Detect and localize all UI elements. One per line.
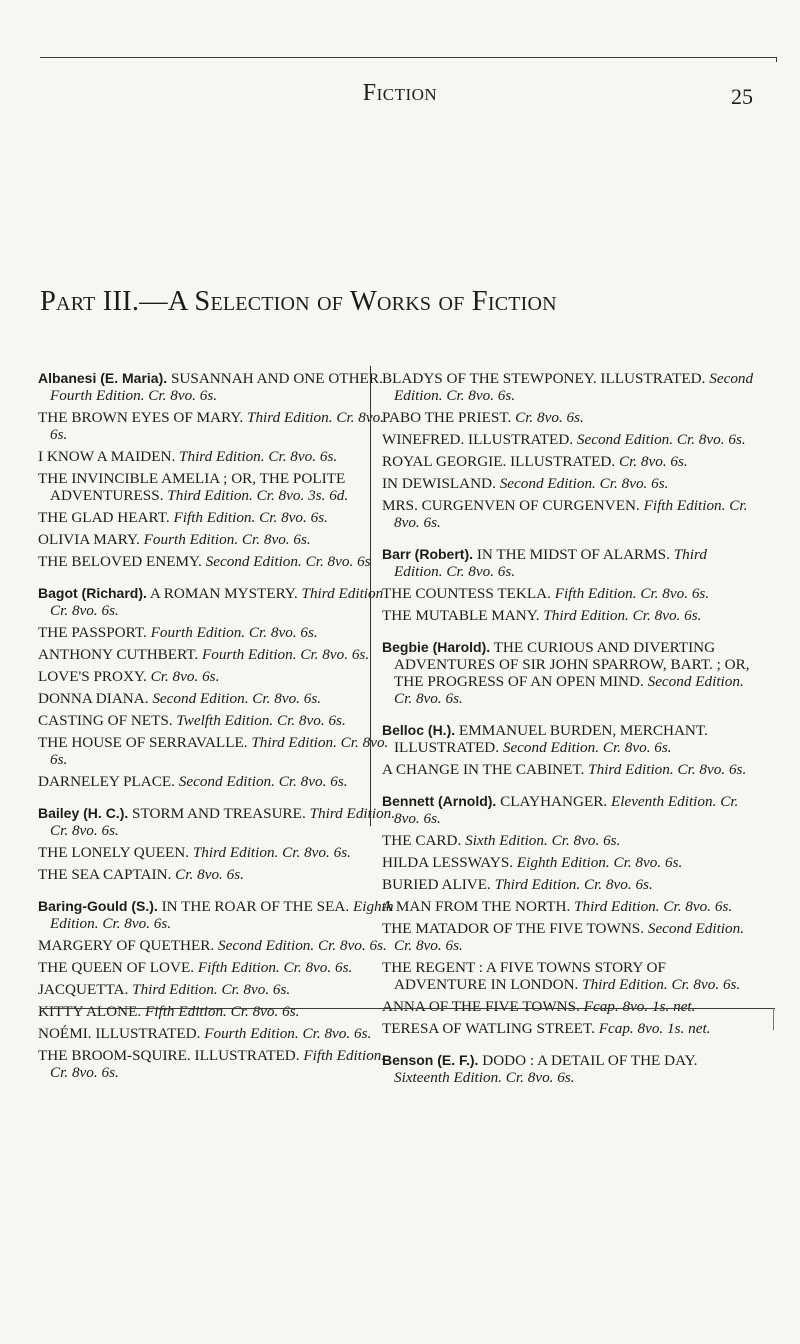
price: 6s. [728, 761, 747, 778]
right-column [382, 370, 754, 1101]
book-title: PABO THE PRIEST. [382, 409, 512, 426]
format: Cr. 8vo. [618, 453, 667, 470]
author-name: Albanesi (E. Maria). [38, 370, 168, 386]
price: 6s. [654, 739, 672, 756]
format: Cr. 8vo. [148, 387, 196, 404]
edition: Fourth Edition. [202, 646, 297, 663]
book-title: BLADYS OF THE STEWPONEY. ILLUSTRATED. [382, 370, 706, 387]
edition: Third Edition. [582, 976, 668, 993]
author-block [382, 1052, 754, 1086]
book-title: THE LONELY QUEEN. [38, 844, 190, 861]
book-title: ANTHONY CUTHBERT. [38, 646, 199, 663]
book-title: THE CARD. [382, 832, 462, 849]
edition: Third Edition. [588, 761, 674, 778]
book-entry [382, 793, 754, 827]
left-column [38, 370, 400, 1096]
edition: Sixth Edition. [465, 832, 548, 849]
format: Cr. 8vo. [276, 712, 325, 729]
edition: Second Edition. [152, 690, 249, 707]
edition: Third Edition. [394, 546, 707, 580]
author-block [382, 639, 754, 707]
edition: Second Edition. [499, 475, 596, 492]
book-entry [38, 981, 400, 998]
format: Cr. 8vo. [446, 563, 494, 580]
book-entry [382, 998, 754, 1015]
author-name: Baring-Gould (S.). [38, 898, 158, 914]
edition: Fifth Edition. [554, 585, 637, 602]
book-entry [382, 409, 754, 426]
edition: Sixteenth Edition. [394, 1069, 502, 1086]
price: 6s. [202, 668, 220, 685]
format: Cr. 8vo. [583, 876, 632, 893]
format: Cr. 8vo. [671, 976, 720, 993]
format: Cr. 8vo. [302, 1025, 351, 1042]
book-entry [38, 624, 400, 641]
book-entry [382, 1020, 754, 1037]
edition: Second Edition. [647, 673, 744, 690]
edition: Fifth Edition. [197, 959, 280, 976]
price: 6s. [300, 624, 318, 641]
price: 6s. [153, 915, 172, 932]
author-block [382, 370, 754, 531]
edition: Second Edition. [394, 370, 754, 404]
edition: Second Edition. [647, 920, 745, 937]
author-block [382, 722, 754, 778]
book-title: THE BELOVED ENEMY. [38, 553, 202, 570]
edition: Twelfth Edition. [176, 712, 274, 729]
price: 6s. [635, 876, 653, 893]
format: Cr. 8vo. [613, 854, 662, 871]
edition: Fourth Edition. [150, 624, 246, 641]
format: Cr. 8vo. [676, 431, 725, 448]
price: 6s. [369, 937, 387, 954]
book-entry [38, 937, 400, 954]
edition: Third Edition. [543, 607, 629, 624]
book-entry [38, 734, 400, 768]
book-entry [38, 409, 400, 443]
book-entry [38, 1047, 400, 1081]
price: 6s. [557, 1069, 575, 1086]
price: 6s. [353, 1025, 372, 1042]
book-entry [38, 585, 400, 619]
price: 6s. [714, 898, 733, 915]
book-entry [382, 959, 754, 993]
price: 1s. net. [652, 998, 696, 1015]
format: Cr. 8vo. [50, 822, 98, 839]
format: Cr. 8vo. [256, 487, 305, 504]
book-title: JACQUETTA. [38, 981, 129, 998]
format: Cr. 8vo. [632, 607, 681, 624]
book-title: CLAYHANGER. [500, 793, 608, 810]
author-name: Barr (Robert). [382, 546, 474, 562]
format: Cr. 8vo. [305, 553, 354, 570]
author-name: Benson (E. F.). [382, 1052, 479, 1068]
book-title: THE PASSPORT. [38, 624, 147, 641]
edition: Fifth Edition. [145, 1003, 227, 1020]
format: Cr. 8vo. [221, 981, 270, 998]
edition: Fifth Edition. [303, 1047, 386, 1064]
book-entry [382, 832, 754, 849]
column-divider [370, 366, 371, 826]
format: Cr. 8vo. [50, 1064, 98, 1081]
price: 6s. [566, 409, 584, 426]
book-title: ANNA OF THE FIVE TOWNS. [382, 998, 580, 1015]
edition: Second Edition. [178, 773, 275, 790]
book-title: THE GLAD HEART. [38, 509, 170, 526]
book-title: BURIED ALIVE. [382, 876, 491, 893]
author-block [382, 546, 754, 624]
edition: Third Edition. [167, 487, 253, 504]
edition: Fifth Edition. [173, 509, 256, 526]
format: Cr. 8vo. [259, 509, 307, 526]
edition: Third Edition. [192, 844, 279, 861]
price: 6s. [282, 1003, 300, 1020]
edition: Eighth Edition. [50, 898, 394, 932]
format: Cr. 8vo. [150, 668, 199, 685]
book-title: LOVE'S PROXY. [38, 668, 147, 685]
book-entry [38, 773, 400, 790]
format: Cr. 8vo. [394, 690, 442, 707]
book-title: THE SEA CAPTAIN. [38, 866, 172, 883]
edition: Third Edition. [574, 898, 660, 915]
price: 6s. [670, 453, 688, 470]
price: 6s. [423, 514, 441, 531]
author-name: Bailey (H. C.). [38, 805, 129, 821]
format: Cr. 8vo. [282, 844, 330, 861]
price: 6s. [445, 690, 463, 707]
price: 6s. [101, 822, 119, 839]
format: Cr. 8vo. [505, 1069, 554, 1086]
author-name: Begbie (Harold). [382, 639, 491, 655]
author-block [38, 805, 400, 883]
book-entry [382, 920, 754, 954]
price: 6s. [101, 1064, 119, 1081]
format: Cr. 8vo. [446, 387, 494, 404]
price: 6s. [691, 585, 710, 602]
book-title: HILDA LESSWAYS. [382, 854, 514, 871]
price: 6s. [50, 426, 68, 443]
edition: Fifth Edition. [643, 497, 726, 514]
book-title: A CHANGE IN THE CABINET. [382, 761, 585, 778]
book-title: WINEFRED. ILLUSTRATED. [382, 431, 574, 448]
price: 6s. [497, 387, 516, 404]
book-entry [382, 722, 754, 756]
format: Cr. 8vo. [336, 409, 384, 426]
book-title: SUSANNAH AND ONE OTHER. [170, 370, 383, 387]
price: 6s. [335, 959, 353, 976]
book-title: NOÉMI. ILLUSTRATED. [38, 1025, 201, 1042]
format: Cr. 8vo. [515, 409, 563, 426]
format: Cr. 8vo. [602, 739, 651, 756]
book-entry [38, 805, 400, 839]
price: 3s. 6d. [308, 487, 349, 504]
book-title: MARGERY OF QUETHER. [38, 937, 215, 954]
book-entry [38, 959, 400, 976]
edition: Second Edition. [218, 937, 315, 954]
author-block [38, 585, 400, 790]
format: Cr. 8vo. [317, 937, 366, 954]
book-title: DARNELEY PLACE. [38, 773, 175, 790]
book-entry [382, 475, 754, 492]
edition: Fourth Edition. [204, 1025, 299, 1042]
book-title: OLIVIA MARY. [38, 531, 140, 548]
book-title: EMMANUEL BURDEN, MERCHANT. ILLUSTRATED. [394, 722, 708, 756]
price: 6s. [50, 751, 68, 768]
format: Cr. 8vo. [252, 690, 300, 707]
book-entry [382, 370, 754, 404]
book-title: DONNA DIANA. [38, 690, 149, 707]
book-title: DODO : A DETAIL OF THE DAY. [482, 1052, 698, 1069]
book-title: STORM AND TREASURE. [132, 805, 306, 822]
book-entry [38, 646, 400, 663]
book-entry [382, 876, 754, 893]
format: Cr. 8vo. [278, 773, 327, 790]
edition: Second Edition. [502, 739, 600, 756]
edition: Second Edition. [205, 553, 302, 570]
book-entry [38, 370, 400, 404]
price: 6s. [226, 866, 244, 883]
book-entry [382, 854, 754, 871]
book-title: ROYAL GEORGIE. ILLUSTRATED. [382, 453, 616, 470]
book-title: THE INVINCIBLE AMELIA ; OR, THE POLITE ADVENTURESS. [38, 470, 346, 504]
format: Cr. 8vo. [241, 531, 290, 548]
format: Cr. 8vo. [640, 585, 689, 602]
book-entry [382, 585, 754, 602]
book-entry [38, 668, 400, 685]
price: 1s. net. [667, 1020, 711, 1037]
book-entry [38, 898, 400, 932]
price: 6s. [684, 607, 702, 624]
price: 6s. [651, 475, 669, 492]
book-entry [38, 470, 400, 504]
bottom-rule [40, 1008, 775, 1009]
price: 6s. [423, 810, 441, 827]
price: 6s. [351, 646, 370, 663]
format: Cr. 8vo. [394, 793, 739, 827]
format: Fcap. 8vo. [583, 998, 649, 1015]
price: 6s. [333, 844, 351, 861]
price: 6s. [328, 712, 346, 729]
edition: Third Edition. [132, 981, 218, 998]
price: 6s [357, 553, 371, 570]
format: Cr. 8vo. [248, 624, 297, 641]
edition: Fourth Edition. [143, 531, 239, 548]
price: 6s. [319, 448, 338, 465]
running-head: Fiction [362, 80, 438, 106]
top-rule-corner [768, 57, 777, 62]
book-entry [382, 1052, 754, 1086]
book-entry [38, 531, 400, 548]
book-title: THE BROOM-SQUIRE. ILLUSTRATED. [38, 1047, 300, 1064]
edition: Third Edition. [251, 734, 337, 751]
author-block [38, 370, 400, 570]
format: Cr. 8vo. [663, 898, 712, 915]
book-entry [38, 844, 400, 861]
edition: Second Edition. [576, 431, 674, 448]
book-entry [38, 553, 400, 570]
format: Cr. 8vo. [394, 497, 748, 531]
author-block [382, 793, 754, 1037]
price: 6s. [330, 773, 348, 790]
format: Cr. 8vo. [283, 959, 332, 976]
book-entry [38, 712, 400, 729]
format: Cr. 8vo. [551, 832, 600, 849]
edition: Eighth Edition. [516, 854, 610, 871]
price: 6s. [603, 832, 621, 849]
book-entry [382, 453, 754, 470]
format: Cr. 8vo. [599, 475, 648, 492]
format: Cr. 8vo. [340, 734, 389, 751]
book-title: THE BROWN EYES OF MARY. [38, 409, 244, 426]
format: Cr. 8vo. [677, 761, 726, 778]
book-title: THE MATADOR OF THE FIVE TOWNS. [382, 920, 645, 937]
book-entry [38, 866, 400, 883]
edition: Third Edition. [494, 876, 581, 893]
book-title: MRS. CURGENVEN OF CURGENVEN. [382, 497, 640, 514]
book-title: THE REGENT : A FIVE TOWNS STORY OF ADVENTURE IN LONDON. [382, 959, 666, 993]
edition: Fourth Edition. [50, 387, 145, 404]
book-entry [38, 509, 400, 526]
book-entry [38, 448, 400, 465]
book-title: THE HOUSE OF SERRAVALLE. [38, 734, 248, 751]
book-title: IN THE MIDST OF ALARMS. [476, 546, 670, 563]
price: 6s. [664, 854, 683, 871]
price: 6s. [728, 431, 746, 448]
book-title: KITTY ALONE. [38, 1003, 142, 1020]
book-title: CASTING OF NETS. [38, 712, 173, 729]
price: 6s. [310, 509, 328, 526]
book-entry [382, 898, 754, 915]
format: Cr. 8vo. [300, 646, 349, 663]
book-title: TERESA OF WATLING STREET. [382, 1020, 595, 1037]
book-entry [382, 639, 754, 707]
book-title: THE QUEEN OF LOVE. [38, 959, 195, 976]
book-title: I KNOW A MAIDEN. [38, 448, 176, 465]
book-entry [382, 761, 754, 778]
book-entry [382, 431, 754, 448]
book-entry [382, 607, 754, 624]
part-title: Part III.—A Selection of Works of Fiction [40, 286, 557, 317]
price: 6s. [199, 387, 218, 404]
author-block [38, 898, 400, 1081]
format: Cr. 8vo. [102, 915, 150, 932]
author-name: Belloc (H.). [382, 722, 456, 738]
format: Fcap. 8vo. [598, 1020, 664, 1037]
format: Cr. 8vo. [50, 602, 98, 619]
format: Cr. 8vo. [230, 1003, 279, 1020]
edition: Third Edition. [247, 409, 333, 426]
page-number: 25 [731, 84, 753, 109]
book-entry [38, 1025, 400, 1042]
edition: Third Edition [301, 585, 384, 602]
book-entry [382, 546, 754, 580]
author-name: Bagot (Richard). [38, 585, 147, 601]
author-name: Bennett (Arnold). [382, 793, 497, 809]
edition: Third Edition. [179, 448, 265, 465]
top-rule [40, 57, 775, 58]
edition: Third Edition. [309, 805, 396, 822]
book-entry [382, 497, 754, 531]
book-title: THE CURIOUS AND DIVERTING ADVENTURES OF SIR JOHN SPARROW, BART. ; OR, THE PROGRESS OF AN OPEN MIND. [394, 639, 750, 690]
format: Cr. 8vo. [268, 448, 317, 465]
book-title: A MAN FROM THE NORTH. [382, 898, 571, 915]
book-entry [38, 690, 400, 707]
price: 6s. [445, 937, 463, 954]
book-title: THE MUTABLE MANY. [382, 607, 540, 624]
price: 6s. [497, 563, 516, 580]
right-edge-mark [773, 1008, 774, 1030]
price: 6s. [303, 690, 322, 707]
price: 6s. [722, 976, 741, 993]
price: 6s. [101, 602, 119, 619]
book-title: IN DEWISLAND. [382, 475, 496, 492]
book-entry [38, 1003, 400, 1020]
book-title: A ROMAN MYSTERY. [149, 585, 298, 602]
book-title: THE COUNTESS TEKLA. [382, 585, 551, 602]
format: Cr. 8vo. [175, 866, 223, 883]
price: 6s. [272, 981, 291, 998]
book-title: IN THE ROAR OF THE SEA. [161, 898, 350, 915]
format: Cr. 8vo. [394, 937, 442, 954]
price: 6s. [293, 531, 311, 548]
edition: Eleventh Edition. [610, 793, 717, 810]
